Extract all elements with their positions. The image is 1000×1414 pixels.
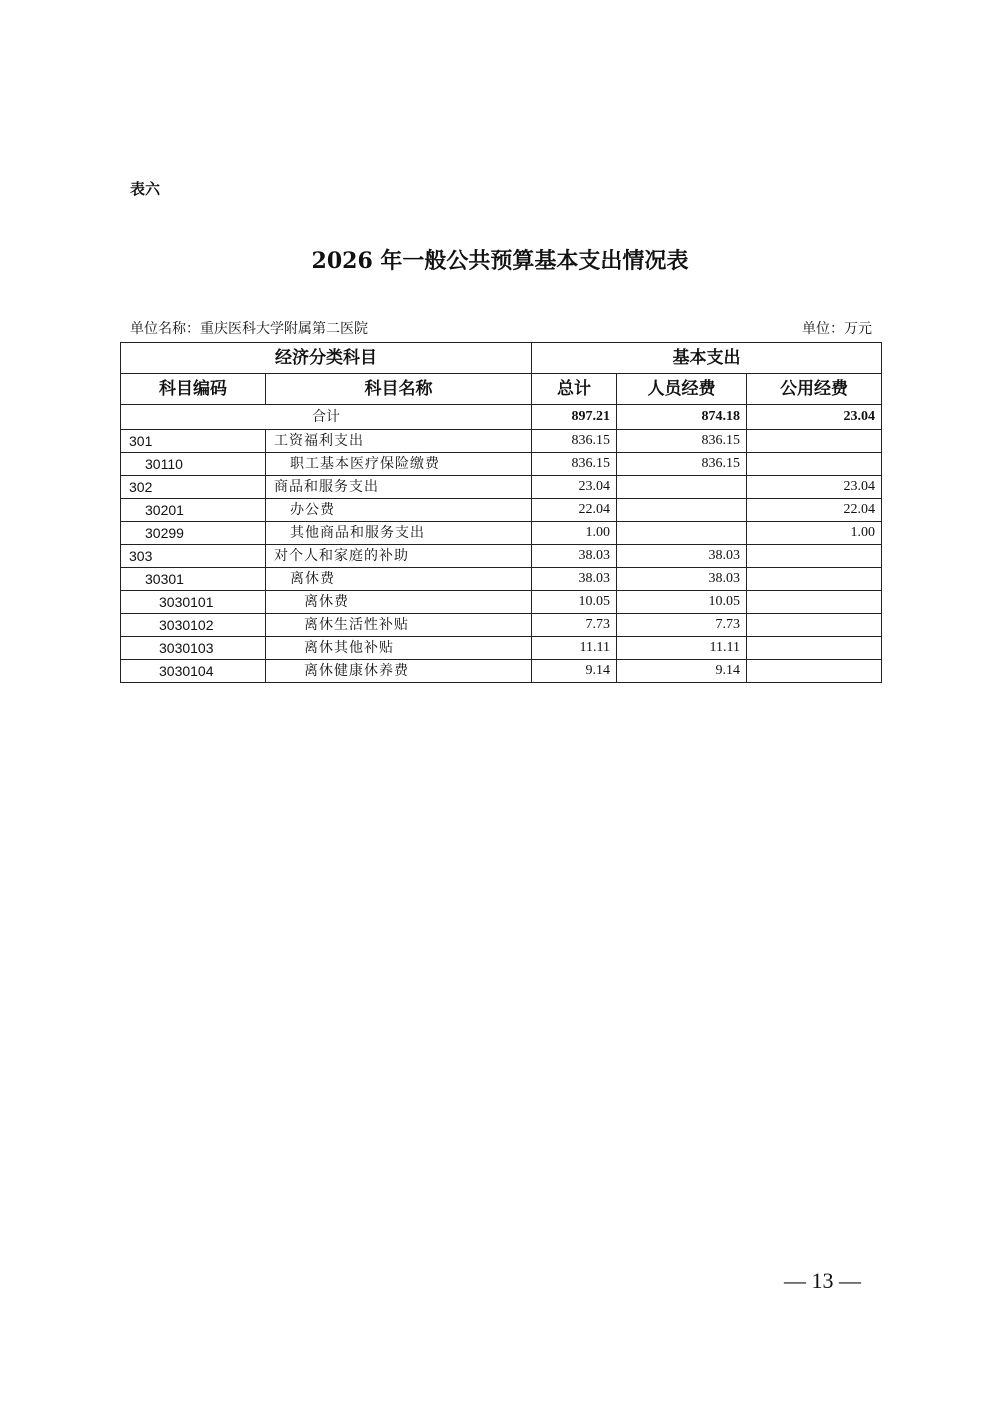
header-code: 科目编码 [121, 374, 266, 405]
table-row [121, 591, 882, 614]
row-code: 3030104 [121, 660, 266, 683]
row-total: 23.04 [532, 476, 617, 499]
meta-row [130, 318, 872, 340]
row-personnel: 836.15 [617, 430, 747, 453]
row-personnel: 10.05 [617, 591, 747, 614]
header-personnel: 人员经费 [617, 374, 747, 405]
table-row [121, 660, 882, 683]
total-label: 合计 [121, 405, 532, 430]
row-total: 9.14 [532, 660, 617, 683]
row-total: 836.15 [532, 453, 617, 476]
header-total: 总计 [532, 374, 617, 405]
budget-table [120, 342, 882, 683]
row-name: 对个人和家庭的补助 [266, 545, 532, 568]
row-public [747, 545, 882, 568]
row-name: 离休费 [266, 591, 532, 614]
row-public [747, 637, 882, 660]
total-value: 897.21 [532, 405, 617, 430]
row-name: 工资福利支出 [266, 430, 532, 453]
row-total: 22.04 [532, 499, 617, 522]
row-code: 3030101 [121, 591, 266, 614]
row-name: 离休其他补贴 [266, 637, 532, 660]
row-code: 30110 [121, 453, 266, 476]
header-basic-expenditure: 基本支出 [532, 343, 882, 374]
row-personnel: 38.03 [617, 568, 747, 591]
row-name: 离休健康休养费 [266, 660, 532, 683]
row-name: 商品和服务支出 [266, 476, 532, 499]
unit-currency: 单位：万元 [802, 321, 872, 337]
row-personnel: 11.11 [617, 637, 747, 660]
row-public: 22.04 [747, 499, 882, 522]
row-total: 10.05 [532, 591, 617, 614]
public-value: 23.04 [747, 405, 882, 430]
page-number: — 13 — [784, 1268, 861, 1293]
row-code: 30301 [121, 568, 266, 591]
row-public: 23.04 [747, 476, 882, 499]
table-row [121, 499, 882, 522]
row-personnel [617, 476, 747, 499]
row-personnel: 38.03 [617, 545, 747, 568]
table-row [121, 545, 882, 568]
row-name: 离休费 [266, 568, 532, 591]
row-total: 1.00 [532, 522, 617, 545]
row-public [747, 660, 882, 683]
row-total: 11.11 [532, 637, 617, 660]
table-row [121, 637, 882, 660]
row-code: 30299 [121, 522, 266, 545]
row-public [747, 430, 882, 453]
row-code: 3030102 [121, 614, 266, 637]
header-row-1 [121, 343, 882, 374]
row-public [747, 453, 882, 476]
row-public [747, 568, 882, 591]
row-personnel: 7.73 [617, 614, 747, 637]
table-row [121, 522, 882, 545]
row-code: 3030103 [121, 637, 266, 660]
total-row [121, 405, 882, 430]
table-label: 表六 [130, 180, 161, 198]
row-public: 1.00 [747, 522, 882, 545]
row-total: 38.03 [532, 568, 617, 591]
row-code: 302 [121, 476, 266, 499]
row-name: 办公费 [266, 499, 532, 522]
row-public [747, 591, 882, 614]
header-public: 公用经费 [747, 374, 882, 405]
header-name: 科目名称 [266, 374, 532, 405]
row-personnel: 9.14 [617, 660, 747, 683]
page-title: 2026 年一般公共预算基本支出情况表 [311, 248, 689, 274]
row-code: 303 [121, 545, 266, 568]
row-public [747, 614, 882, 637]
table-row [121, 568, 882, 591]
row-name: 职工基本医疗保险缴费 [266, 453, 532, 476]
table-row [121, 453, 882, 476]
personnel-value: 874.18 [617, 405, 747, 430]
unit-name: 单位名称：重庆医科大学附属第二医院 [130, 321, 368, 337]
row-code: 30201 [121, 499, 266, 522]
table-row [121, 476, 882, 499]
table-row [121, 614, 882, 637]
row-total: 836.15 [532, 430, 617, 453]
header-economic-classification: 经济分类科目 [121, 343, 532, 374]
row-total: 7.73 [532, 614, 617, 637]
row-personnel: 836.15 [617, 453, 747, 476]
row-name: 其他商品和服务支出 [266, 522, 532, 545]
row-personnel [617, 499, 747, 522]
row-name: 离休生活性补贴 [266, 614, 532, 637]
table-row [121, 430, 882, 453]
header-row-2 [121, 374, 882, 405]
row-personnel [617, 522, 747, 545]
row-code: 301 [121, 430, 266, 453]
row-total: 38.03 [532, 545, 617, 568]
